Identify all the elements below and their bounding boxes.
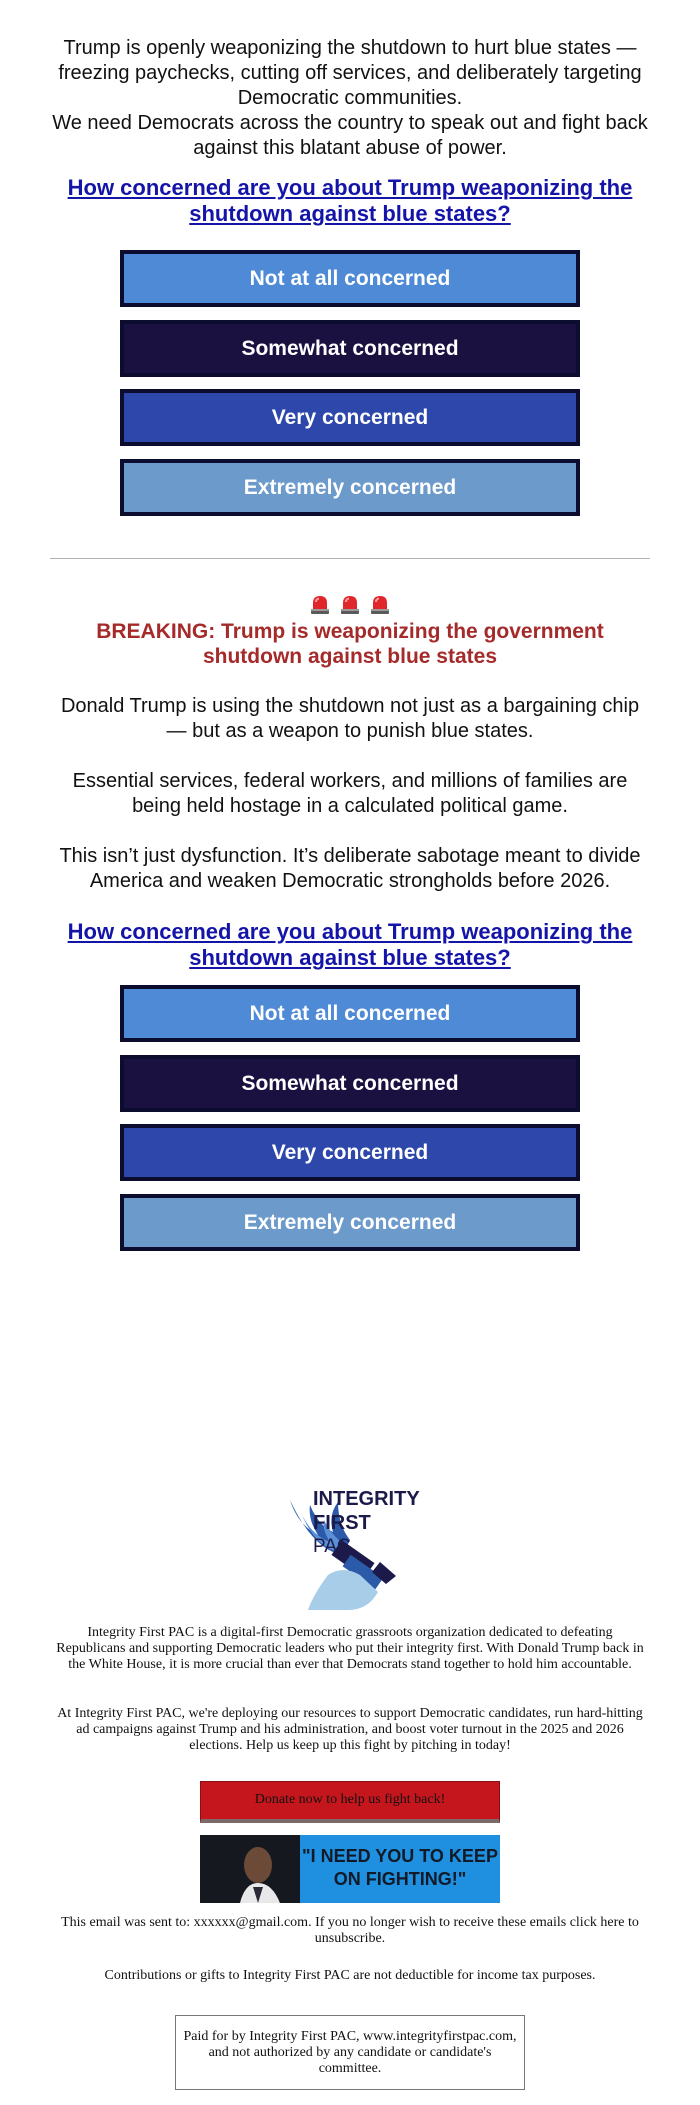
breaking-paragraph-1: Donald Trump is using the shutdown not just as a bargaining chip — but as a weapon to punish blue states. [60,695,640,742]
option-not-at-all-concerned[interactable]: Not at all concerned [120,985,580,1042]
breaking-headline: BREAKING: Trump is weaponizing the government shutdown against blue states [96,620,604,668]
option-very-concerned[interactable]: Very concerned [120,1124,580,1181]
paid-for-disclaimer: Paid for by Integrity First PAC, www.integrityfirstpac.com, and not authorized by any candidate or candidate's committee. [175,2015,525,2090]
option-extremely-concerned[interactable]: Extremely concerned [120,1194,580,1251]
intro-paragraph-2: We need Democrats across the country to speak out and fight back against this blatant abuse of power. [52,112,648,159]
rotating-light-icon [340,595,360,614]
survey-options-top [0,250,700,307]
intro-paragraph-1: Trump is openly weaponizing the shutdown to hurt blue states — freezing paychecks, cutting off services, and deliberately targeting Democratic communities. [58,37,642,109]
fight-banner[interactable] [200,1835,500,1903]
banner-quote: "I NEED YOU TO KEEP ON FIGHTING!" [302,1846,498,1889]
rotating-light-icon [310,595,330,614]
option-somewhat-concerned[interactable]: Somewhat concerned [120,320,580,377]
section-divider [50,558,650,559]
survey-question-link-top[interactable]: How concerned are you about Trump weaponizing the shutdown against blue states? [67,175,633,226]
tax-notice: Contributions or gifts to Integrity First PAC are not deductible for income tax purposes. [104,1968,596,1983]
logo-wordmark: INTEGRITY FIRST PAC [313,1488,420,1557]
option-somewhat-concerned[interactable]: Somewhat concerned [120,1055,580,1112]
survey-question-link-bottom[interactable]: How concerned are you about Trump weaponizing the shutdown against blue states? [67,919,633,970]
sent-to-notice: This email was sent to: xxxxxx@gmail.com. If you no longer wish to receive these emails click here to unsubscribe. [61,1915,639,1946]
about-paragraph-1: Integrity First PAC is a digital-first Democratic grassroots organization dedicated to defeating Republicans and supporting Democratic leaders who put their integrity first. With Donald Trump back in the White House, it is more crucial than ever that Democrats stand together to hold him accountable. [56,1625,644,1672]
option-extremely-concerned[interactable]: Extremely concerned [120,459,580,516]
breaking-paragraph-3: This isn’t just dysfunction. It’s deliberate sabotage meant to divide America and weaken Democratic strongholds before 2026. [59,845,641,892]
option-not-at-all-concerned[interactable]: Not at all concerned [120,250,580,307]
siren-row [0,595,700,614]
donate-button[interactable]: Donate now to help us fight back! [200,1781,500,1823]
speaker-photo [200,1835,300,1903]
breaking-paragraph-2: Essential services, federal workers, and millions of families are being held hostage in a calculated political game. [72,770,628,817]
option-very-concerned[interactable]: Very concerned [120,389,580,446]
rotating-light-icon [370,595,390,614]
about-paragraph-2: At Integrity First PAC, we're deploying our resources to support Democratic candidates, run hard-hitting ad campaigns against Trump and his administration, and boost voter turnout in the 2025 and 2026 elections. Help us keep up this fight by pitching in today! [57,1706,643,1753]
